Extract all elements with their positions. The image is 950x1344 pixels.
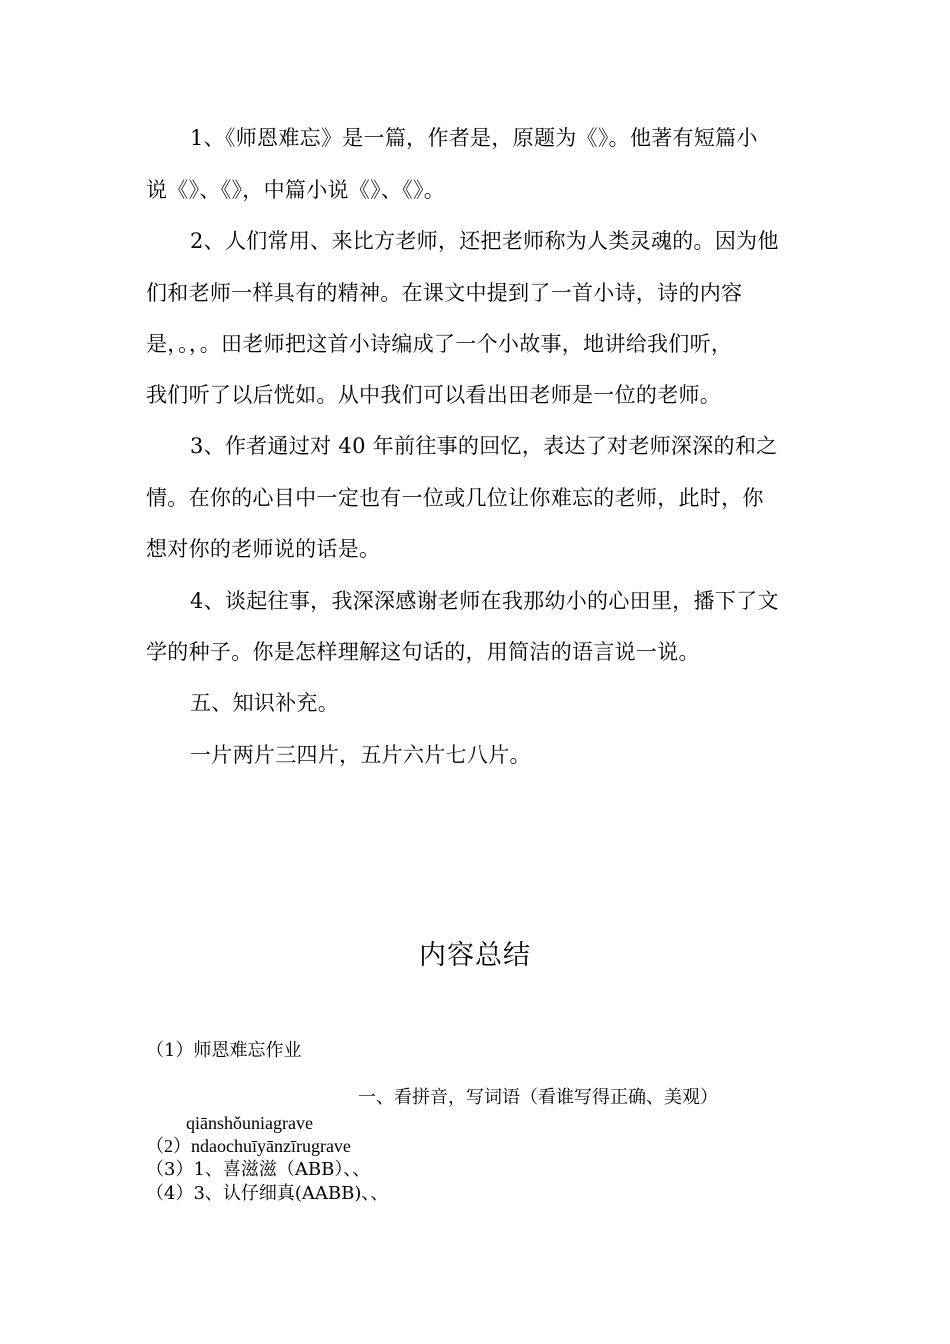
paragraph-2-line-2: 们和老师一样具有的精神。在课文中提到了一首小诗，诗的内容 [146,281,743,305]
paragraph-4-line-2: 学的种子。你是怎样理解这句话的，用简洁的语言说一说。 [146,640,700,664]
summary-pinyin-1: qiānshǒuniagrave [186,1113,313,1133]
knowledge-line: 一片两片三四片，五片六片七八片。 [190,743,531,767]
paragraph-3-line-3: 想对你的老师说的话是。 [146,537,381,561]
paragraph-3-line-2: 情。在你的心目中一定也有一位或几位让你难忘的老师，此时，你 [146,486,764,510]
paragraph-3-line-1: 3、作者通过对 40 年前往事的回忆，表达了对老师深深的和之 [190,434,778,458]
paragraph-2-line-1: 2、人们常用、来比方老师，还把老师称为人类灵魂的。因为他 [190,229,779,253]
paragraph-1-line-1: 1、《师恩难忘》是一篇，作者是，原题为《》。他著有短篇小 [190,126,758,150]
paragraph-4-line-1: 4、谈起往事，我深深感谢老师在我那幼小的心田里，播下了文 [190,589,779,613]
summary-item-1: （1）师恩难忘作业 [146,1040,302,1061]
paragraph-2-line-4: 我们听了以后恍如。从中我们可以看出田老师是一位的老师。 [146,383,722,407]
summary-title: 内容总结 [419,940,531,971]
summary-item-3: （3）1、喜滋滋（ABB）、、 [146,1159,371,1180]
paragraph-1-line-2: 说《》、《》，中篇小说《》、《》。 [146,178,446,202]
summary-heading: 一、看拼音，写词语（看谁写得正确、美观） [358,1087,718,1108]
section-heading: 五、知识补充。 [190,691,340,715]
paragraph-2-line-3: 是，。，。田老师把这首小诗编成了一个小故事，地讲给我们听， [146,332,733,356]
summary-item-4: （4）3、认仔细真(AABB)、、 [146,1183,389,1204]
summary-item-2: （2）ndaochuīyānzīrugrave [146,1136,351,1156]
